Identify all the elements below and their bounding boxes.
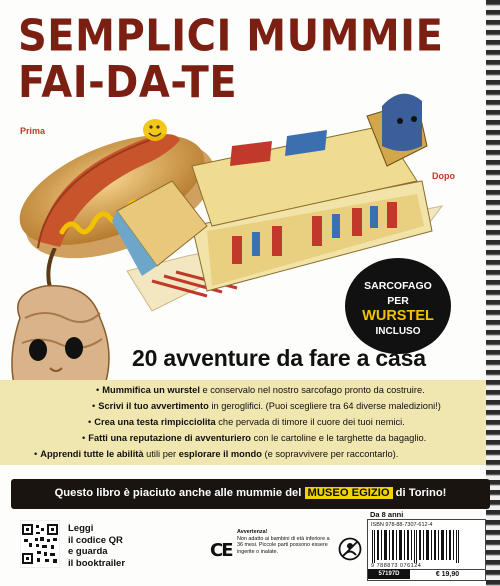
age-warning-icon [338,537,362,561]
badge-line-2: PER [387,295,409,307]
bullet-icon: • [34,449,38,459]
qr-instructions: Leggi il codice QR e guarda il booktrailer [68,523,126,569]
badge-line-1: SARCOFAGO [364,280,432,292]
subtitle: 20 avventure da fare a casa [132,345,426,371]
isbn: ISBN 978-88-7307-612-4 [371,522,433,528]
banner-highlight: MUSEO EGIZIO [305,487,393,499]
product-code: 57197D [368,569,410,579]
title-line-2: FAI-DA-TE [18,58,238,108]
features-panel [0,380,486,465]
feature-item: • Scrivi il tuo avvertimento in geroglifici. (Puoi scegliere tra 64 diverse maledizioni!) [92,401,441,411]
banner-text: Questo libro è piaciuto anche alle mummie del MUSEO EGIZIO di Torino! [54,487,447,499]
title-line-1: SEMPLICI MUMMIE [18,11,444,62]
bullet-icon: • [88,417,92,427]
museum-banner [11,479,490,509]
after-label: Dopo [432,171,455,181]
barcode-digits: 9 788873 076124 [371,563,422,569]
feature-item: • Fatti una reputazione di avventuriero con le cartoline e le targhette da bagaglio. [82,433,427,443]
safety-warning: Avvertenza! Non adatto ai bambini di età inferiore a 36 mesi. Piccole parti possono essere ingerite o inalate. [237,529,330,555]
bullet-icon: • [82,433,86,443]
ce-mark-icon: CE [210,540,232,561]
bullet-icon: • [96,385,100,395]
bullet-icon: • [92,401,96,411]
feature-item: • Mummifica un wurstel e conservalo nel nostro sarcofago pronto da costruire. [96,385,425,395]
badge-line-4: INCLUSO [375,326,421,337]
price: € 19,90 [410,569,485,580]
feature-item: • Apprendi tutte le abilità utili per esplorare il mondo (e sopravvivere per raccontarlo). [34,449,399,459]
qr-code[interactable] [20,520,60,568]
barcode-box [367,519,486,581]
included-sarcophagus-badge [345,258,451,354]
age-rating: Da 8 anni [370,510,404,519]
barcode-icon [372,530,460,563]
feature-item: • Crea una testa rimpicciolita che pervada di timore il cuore dei tuoi nemici. [88,417,405,427]
badge-line-3: WURSTEL [362,308,434,324]
before-label: Prima [20,126,46,136]
